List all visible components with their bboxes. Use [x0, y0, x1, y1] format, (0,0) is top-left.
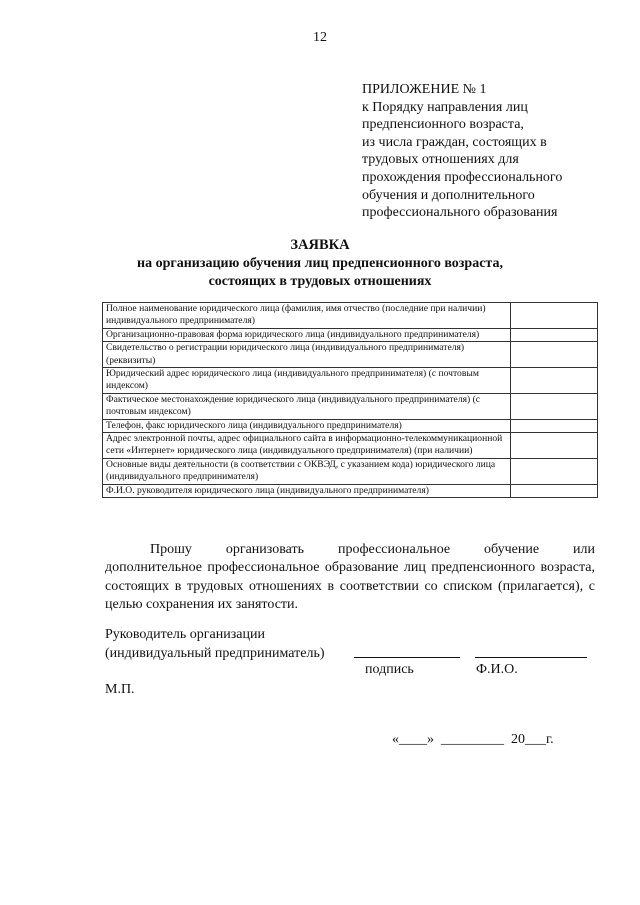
table-row: [103, 433, 598, 459]
table-row: [103, 458, 598, 484]
row-value-cell[interactable]: [511, 368, 598, 394]
appendix-header: [362, 81, 562, 222]
table-row: [103, 484, 598, 497]
row-label: Адрес электронной почты, адрес официального сайта в информационно-телекоммуникационной сети «Интернет» юридического лица (индивидуального предпринимателя) (при наличии): [103, 433, 511, 459]
appendix-line: трудовых отношениях для: [362, 152, 519, 168]
table-row: [103, 419, 598, 432]
row-label: Свидетельство о регистрации юридического лица (индивидуального предпринимателя) (реквизиты): [103, 342, 511, 368]
document-subtitle: [0, 255, 640, 290]
name-caption: Ф.И.О.: [476, 662, 518, 677]
signature-caption: подпись: [365, 662, 414, 677]
appendix-title: ПРИЛОЖЕНИЕ № 1: [362, 82, 487, 97]
subtitle-line-2: состоящих в трудовых отношениях: [208, 273, 432, 289]
appendix-line: из числа граждан, состоящих в: [362, 134, 547, 150]
row-label: Основные виды деятельности (в соответствии с ОКВЭД, с указанием кода) юридического лица (индивидуального предпринимателя): [103, 458, 511, 484]
table-row: [103, 303, 598, 329]
signatory-title: Руководитель организации: [105, 627, 265, 642]
table-row: [103, 328, 598, 341]
row-label: Полное наименование юридического лица (фамилия, имя отчество (последние при наличии) индивидуального предпринимателя): [103, 303, 511, 329]
row-value-cell[interactable]: [511, 458, 598, 484]
table-row: [103, 368, 598, 394]
row-value-cell[interactable]: [511, 393, 598, 419]
request-first-line: Прошу организовать профессиональное обучение или: [150, 542, 595, 557]
row-value-cell[interactable]: [511, 342, 598, 368]
stamp-label: М.П.: [105, 682, 135, 697]
row-value-cell[interactable]: [511, 419, 598, 432]
row-label: Юридический адрес юридического лица (индивидуального предпринимателя) (с почтовым индексом): [103, 368, 511, 394]
date-line[interactable]: «____» _________ 20___г.: [392, 732, 554, 747]
application-form-table: [102, 302, 598, 498]
request-text: дополнительное профессиональное образование лиц предпенсионного возраста, состоящих в трудовых отношениях в соответствии со списком (прилагается), с целью сохранения их занятости.: [105, 560, 595, 613]
appendix-line: профессионального образования: [362, 205, 558, 221]
row-value-cell[interactable]: [511, 328, 598, 341]
name-blank[interactable]: [475, 657, 587, 658]
row-value-cell[interactable]: [511, 484, 598, 497]
appendix-line: к Порядку направления лиц: [362, 99, 528, 115]
appendix-line: прохождения профессионального: [362, 169, 563, 185]
document-title: ЗАЯВКА: [290, 237, 350, 253]
row-value-cell[interactable]: [511, 433, 598, 459]
appendix-line: обучения и дополнительного: [362, 187, 535, 203]
subtitle-line-1: на организацию обучения лиц предпенсионного возраста,: [137, 256, 503, 271]
page-number: 12: [313, 30, 327, 45]
request-paragraph: [105, 541, 595, 615]
row-label: Телефон, факс юридического лица (индивидуального предпринимателя): [103, 419, 511, 432]
row-label: Фактическое местонахождение юридического лица (индивидуального предпринимателя) (с почтовым индексом): [103, 393, 511, 419]
row-label: Организационно-правовая форма юридического лица (индивидуального предпринимателя): [103, 328, 511, 341]
table-row: [103, 393, 598, 419]
row-label: Ф.И.О. руководителя юридического лица (индивидуального предпринимателя): [103, 484, 511, 497]
signature-blank[interactable]: [354, 657, 460, 658]
appendix-line: предпенсионного возраста,: [362, 117, 524, 133]
table-row: [103, 342, 598, 368]
row-value-cell[interactable]: [511, 303, 598, 329]
signatory-subtitle: (индивидуальный предприниматель): [105, 646, 325, 661]
